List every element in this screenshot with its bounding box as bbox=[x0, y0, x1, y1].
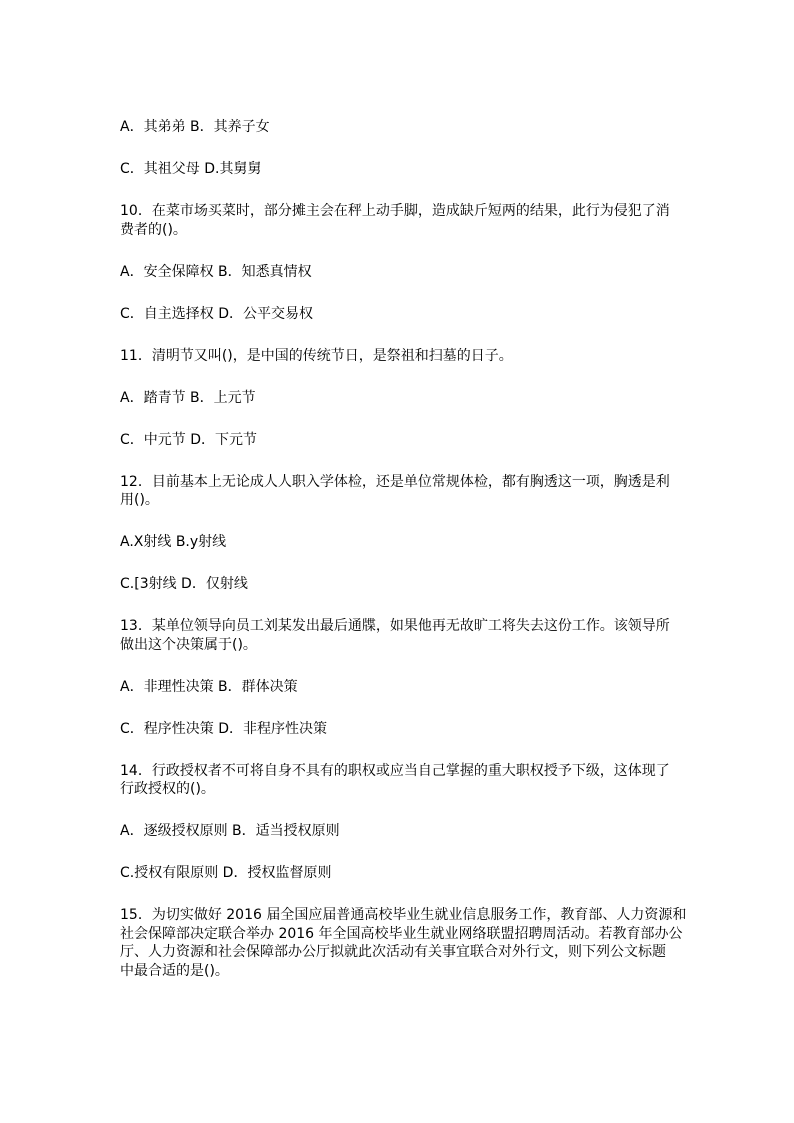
option-line bbox=[120, 118, 794, 137]
option-line bbox=[120, 431, 794, 450]
question-stem-line: 15．为切实做好 2016 届全国应届普通高校毕业生就业信息服务工作，教育部、人力资源和 bbox=[120, 907, 687, 923]
question-stem-13 bbox=[120, 617, 794, 654]
option-text: C．自主选择权 D．公平交易权 bbox=[120, 305, 314, 322]
option-line bbox=[120, 533, 794, 552]
option-line bbox=[120, 305, 794, 324]
question-stem-line: 12．目前基本上无论成人人职入学体检，还是单位常规体检，都有胸透这一项，胸透是利 bbox=[120, 473, 670, 490]
option-text: A．踏青节 B．上元节 bbox=[120, 389, 256, 406]
question-stem-line: 10．在菜市场买菜时，部分摊主会在秤上动手脚，造成缺斤短两的结果，此行为侵犯了消 bbox=[120, 203, 670, 219]
option-line bbox=[120, 720, 794, 739]
option-text: A．非理性决策 B．群体决策 bbox=[120, 678, 298, 695]
option-text: A．逐级授权原则 B．适当授权原则 bbox=[120, 823, 340, 839]
option-line bbox=[120, 160, 794, 179]
option-text: C.授权有限原则 D．授权监督原则 bbox=[120, 865, 332, 881]
question-stem-line: 费者的()。 bbox=[120, 221, 187, 238]
question-stem-line: 社会保障部决定联合举办 2016 年全国高校毕业生就业网络联盟招聘周活动。若教育部办公 bbox=[120, 925, 683, 942]
question-stem-line: 厅、人力资源和社会保障部办公厅拟就此次活动有关事宜联合对外行文，则下列公文标题 bbox=[120, 944, 666, 960]
option-line bbox=[120, 389, 794, 408]
option-text: A．其弟弟 B．其养子女 bbox=[120, 119, 270, 135]
question-stem-line: 14．行政授权者不可将自身不具有的职权或应当自己掌握的重大职权授予下级，这体现了 bbox=[120, 762, 670, 779]
option-line bbox=[120, 864, 794, 883]
option-line bbox=[120, 575, 794, 594]
question-stem-15 bbox=[120, 906, 794, 980]
option-text: A.X射线 B.y射线 bbox=[120, 534, 227, 550]
option-text: C．中元节 D．下元节 bbox=[120, 431, 258, 448]
question-stem-line: 行政授权的()。 bbox=[120, 781, 215, 797]
option-text: C.[3射线 D．仅射线 bbox=[120, 576, 248, 592]
option-text: C．其祖父母 D.其舅舅 bbox=[120, 161, 262, 177]
question-stem-12 bbox=[120, 473, 794, 510]
question-stem-11 bbox=[120, 347, 794, 366]
question-stem-line: 用()。 bbox=[120, 492, 159, 508]
option-line bbox=[120, 263, 794, 282]
question-stem-line: 做出这个决策属于()。 bbox=[120, 636, 257, 653]
question-stem-line: 11．清明节又叫()，是中国的传统节日，是祭祖和扫墓的日子。 bbox=[120, 347, 513, 364]
question-stem-line: 中最合适的是()。 bbox=[120, 962, 229, 979]
option-text: A．安全保障权 B．知悉真情权 bbox=[120, 263, 312, 280]
question-stem-line: 13．某单位领导向员工刘某发出最后通牒，如果他再无故旷工将失去这份工作。该领导所 bbox=[120, 618, 670, 634]
option-line bbox=[120, 822, 794, 841]
option-text: C．程序性决策 D．非程序性决策 bbox=[120, 720, 328, 737]
question-stem-10 bbox=[120, 202, 794, 239]
option-line bbox=[120, 678, 794, 697]
question-stem-14 bbox=[120, 762, 794, 799]
